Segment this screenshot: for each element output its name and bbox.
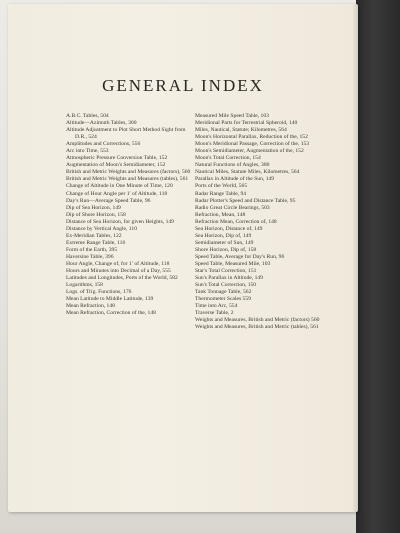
index-entry: Sun's Parallax in Altitude, 149 bbox=[195, 275, 263, 282]
index-entry: Logarithms, 158 bbox=[66, 282, 103, 289]
index-entry: Radio Great Circle Bearings, 503 bbox=[195, 204, 270, 211]
index-entry: Miles, Nautical, Statute; Kilometres, 564 bbox=[195, 127, 287, 134]
index-entry: Altitude—Azimuth Tables, 300 bbox=[66, 120, 137, 127]
index-entry: Augmentation of Moon's Semidiameter, 152 bbox=[66, 162, 166, 169]
index-entry: Radar Plotter's Speed and Distance Table, 95 bbox=[195, 197, 296, 204]
index-entry: Meridional Parts for Terrestrial Spheroid, 140 bbox=[195, 120, 298, 127]
index-entry: Mean Refraction, Correction of the, 148 bbox=[66, 310, 156, 317]
index-entry: Tank Tonnage Table, 562 bbox=[195, 289, 252, 296]
index-entry: Mean Latitude to Middle Latitude, 139 bbox=[66, 296, 154, 303]
index-entry: Distance by Vertical Angle, 110 bbox=[66, 225, 137, 232]
index-entry: Star's Total Correction, 151 bbox=[195, 268, 257, 275]
index-entry: Change of Altitude in One Minute of Time, 120 bbox=[66, 183, 173, 190]
index-entry: Ex-Meridian Tables, 122 bbox=[66, 232, 122, 239]
index-entry: Altitude Adjustment to Plot Short Method Sight from D.R., 524 bbox=[66, 127, 186, 141]
index-entry: Haversine Table, 396 bbox=[66, 253, 114, 260]
index-entry: Arc into Time, 553 bbox=[66, 148, 109, 155]
index-entry: British and Metric Weights and Measures (tables), 561 bbox=[66, 176, 189, 183]
index-entry: Semidiameter of Sun, 149 bbox=[195, 239, 254, 246]
index-entry: Hours and Minutes into Decimal of a Day, 555 bbox=[66, 268, 171, 275]
index-entry: Thermometer Scales 559 bbox=[195, 296, 251, 303]
index-entry: Weights and Measures, British and Metric (tables), 561 bbox=[195, 324, 319, 331]
index-entry: Speed Table, Average for Day's Run, 96 bbox=[195, 253, 285, 260]
index-entry: Nautical Miles, Statute Miles, Kilometres, 564 bbox=[195, 169, 300, 176]
index-entry: British and Metric Weights and Measures (factors), 560 bbox=[66, 169, 191, 176]
index-entry: Distance of Sea Horizon, for given Heights, 149 bbox=[66, 218, 174, 225]
index-entry: Form of the Earth, 395 bbox=[66, 246, 118, 253]
index-entry: Dip of Sea Horizon, 149 bbox=[66, 204, 121, 211]
index-entry: Ports of the World, 565 bbox=[195, 183, 248, 190]
page-title: GENERAL INDEX bbox=[102, 76, 264, 95]
index-column-right bbox=[195, 113, 322, 331]
index-entry: Mean Refraction, 148 bbox=[66, 303, 115, 310]
index-entry: Moon's Meridional Passage, Correction of the, 153 bbox=[195, 141, 310, 148]
index-entry: Day's Run—Average Speed Table, 96 bbox=[66, 197, 151, 204]
index-entry: Sea Horizon, Distance of, 149 bbox=[195, 225, 263, 232]
index-entry: Traverse Table, 2 bbox=[195, 310, 234, 317]
index-entry: Sea Horizon, Dip of, 149 bbox=[195, 232, 252, 239]
index-entry: Refraction, Mean, 148 bbox=[195, 211, 246, 218]
index-entry: Change of Hour Angle per 1′ of Altitude, 118 bbox=[66, 190, 168, 197]
book-cover bbox=[356, 0, 400, 533]
index-entry: Moon's Total Correction, 154 bbox=[195, 155, 261, 162]
index-entry: Natural Functions of Angles, 380 bbox=[195, 162, 270, 169]
index-entry: Weights and Measures, British and Metric (factors) 560 bbox=[195, 317, 320, 324]
index-entry: Measured Mile Speed Table, 103 bbox=[195, 113, 269, 119]
index-entry: Logs. of Trig. Functions, 176 bbox=[66, 289, 132, 296]
index-entry: Extreme Range Table, 116 bbox=[66, 239, 126, 246]
index-entry: Atmospheric Pressure Conversion Table, 152 bbox=[66, 155, 168, 162]
index-column-left bbox=[66, 113, 193, 317]
index-entry: Hour Angle, Change of, for 1′ of Altitude, 118 bbox=[66, 260, 170, 267]
index-entry: Moon's Horizontal Parallax, Reduction of the, 152 bbox=[195, 134, 308, 141]
index-entry: Shore Horizon, Dip of, 158 bbox=[195, 246, 257, 253]
index-entry: Sun's Total Correction, 150 bbox=[195, 282, 257, 289]
index-entry: Parallax in Altitude of the Sun, 149 bbox=[195, 176, 275, 183]
index-entry: Time into Arc, 554 bbox=[195, 303, 238, 310]
book-page bbox=[8, 4, 358, 512]
index-entry: Speed Table, Measured Mile, 103 bbox=[195, 260, 271, 267]
index-entry: Radar Range Table, 94 bbox=[195, 190, 247, 197]
index-entry: A.B.C. Tables, 504 bbox=[66, 113, 109, 119]
index-entry: Moon's Semidiameter, Augmentation of the, 152 bbox=[195, 148, 304, 155]
index-entry: Latitudes and Longitudes, Ports of the World, 582 bbox=[66, 275, 178, 282]
index-entry: Refraction Mean, Correction of, 148 bbox=[195, 218, 277, 225]
index-entry: Dip of Shore Horizon, 158 bbox=[66, 211, 126, 218]
index-entry: Amplitudes and Corrections, 556 bbox=[66, 141, 141, 148]
